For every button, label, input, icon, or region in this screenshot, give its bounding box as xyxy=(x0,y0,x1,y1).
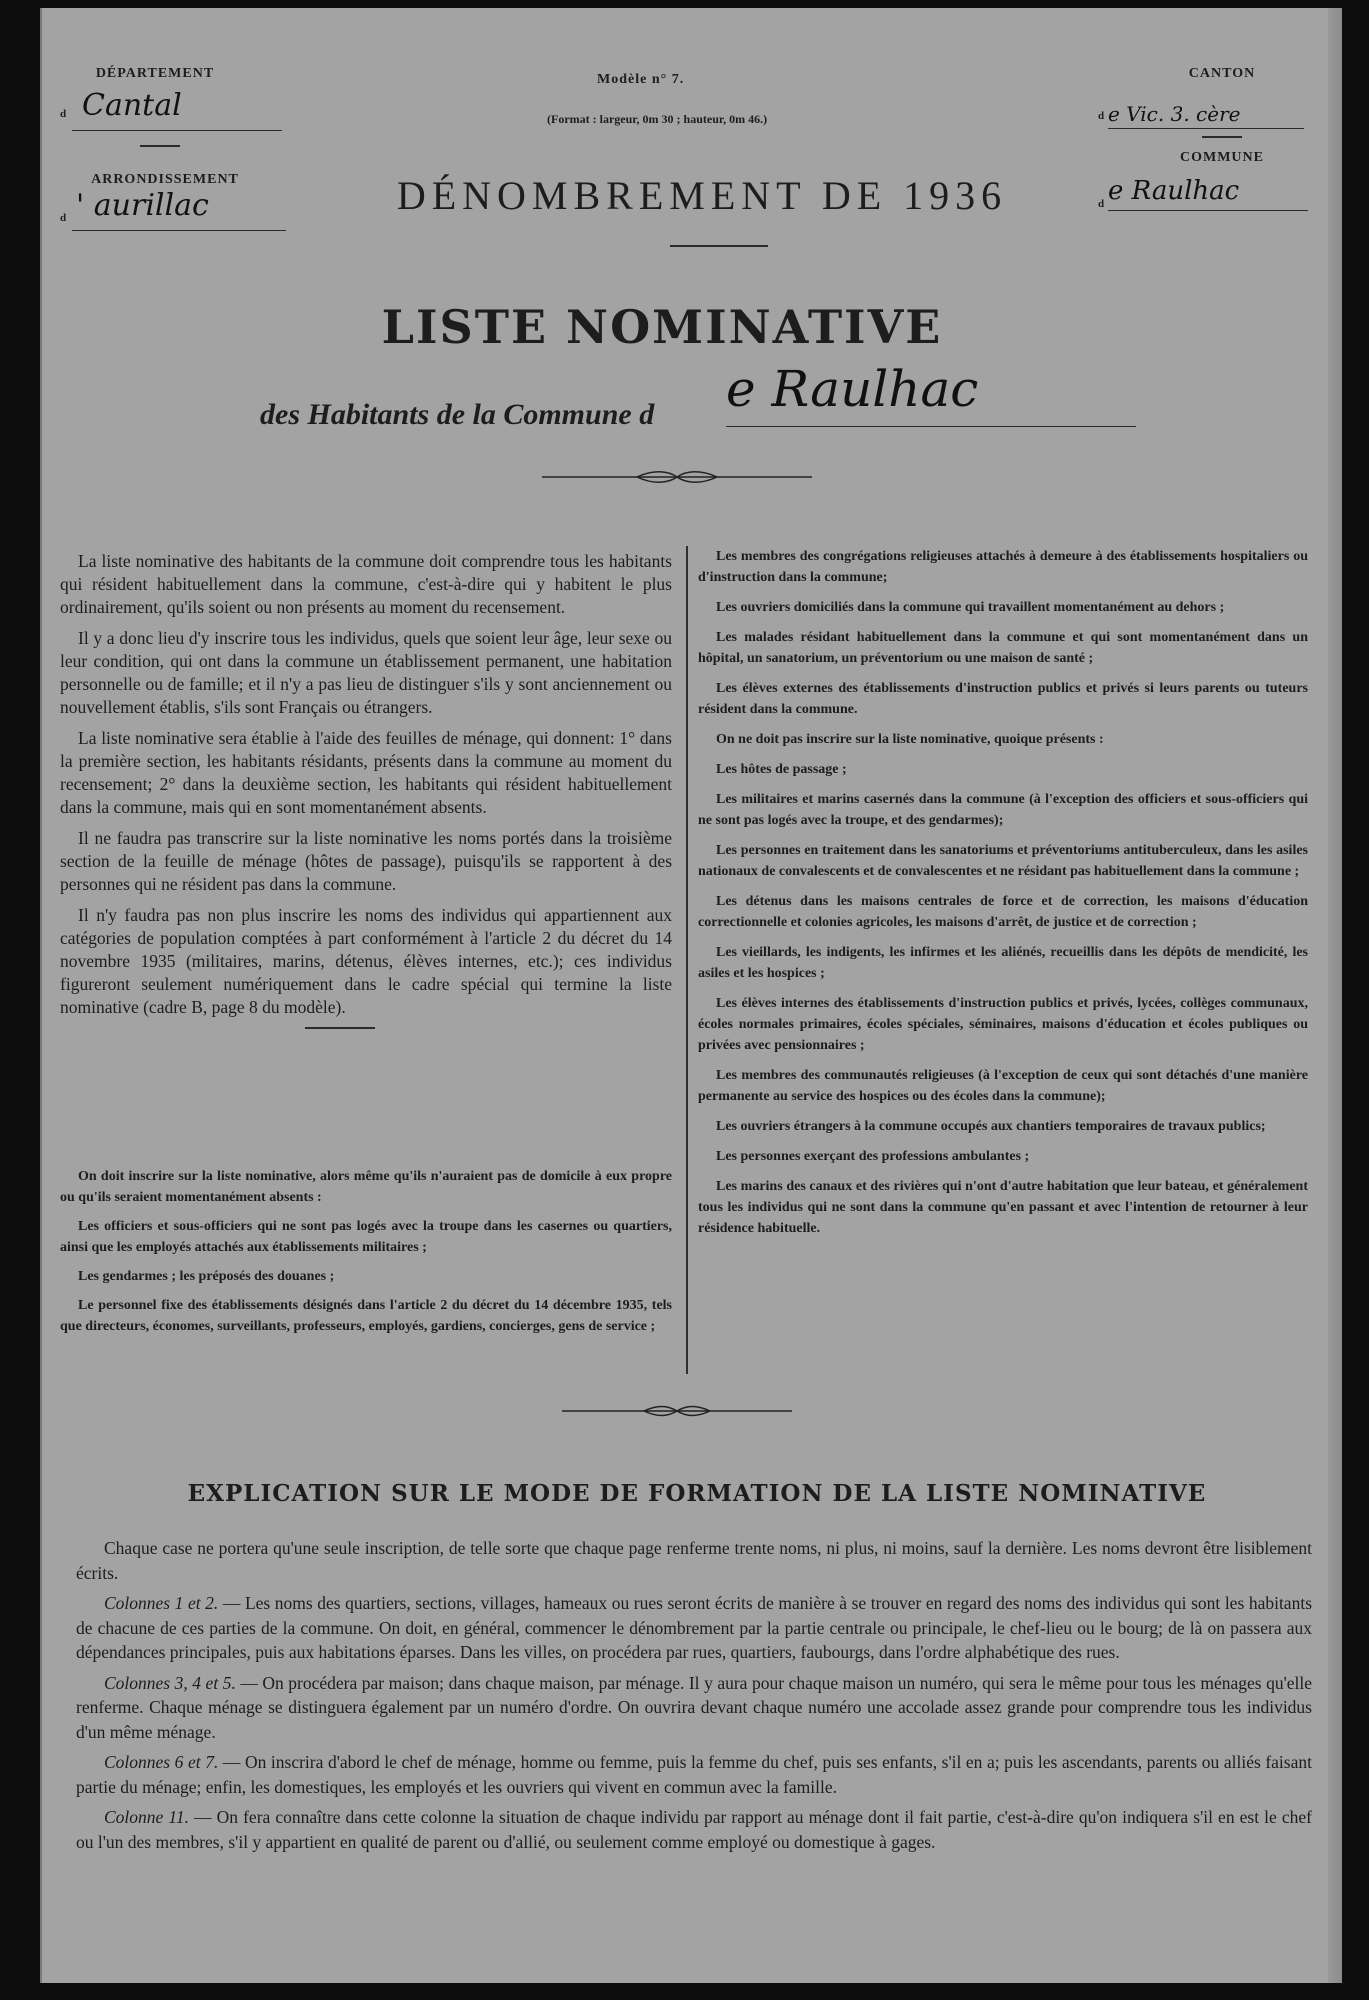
explication-label: Colonne 11. xyxy=(104,1807,189,1827)
explication-label: Colonnes 1 et 2. xyxy=(104,1593,219,1613)
left-column xyxy=(60,550,672,1029)
right-paragraph: Les hôtes de passage ; xyxy=(716,762,847,777)
explication-paragraph xyxy=(76,1750,1312,1799)
left-bold-paragraph: Les officiers et sous-officiers qui ne sont pas logés avec la troupe dans les casernes ou quartiers, ainsi que les employés attachés aux établissements militaires ; xyxy=(60,1219,672,1255)
left-column-bold xyxy=(60,1166,672,1345)
left-paragraph: La liste nominative sera établie à l'aide des feuilles de ménage, qui donnent: 1° dans la première section, les habitants résidants, présents dans la commune au moment du recensement; 2° dans la deuxième section, les habitants qui résident habituellement dans la commune, mais qui en sont momentanément absents. xyxy=(60,728,672,817)
explication-label: Colonnes 6 et 7. xyxy=(104,1752,219,1772)
right-paragraph-heading: On ne doit pas inscrire sur la liste nominative, quoique présents : xyxy=(716,732,1104,747)
right-paragraph: Les personnes exerçant des professions ambulantes ; xyxy=(716,1149,1030,1164)
explication-text: Chaque case ne portera qu'une seule inscription, de telle sorte que chaque page renferme trente noms, ni plus, ni moins, sauf la dernière. Les noms devront être lisiblement écrits. xyxy=(76,1538,1312,1583)
left-bold-paragraph: On doit inscrire sur la liste nominative, alors même qu'ils n'auraient pas de domicile à eux propre ou qu'ils seraient momentanément absents : xyxy=(60,1169,672,1205)
explication-body xyxy=(76,1536,1312,1860)
left-paragraph: Il ne faudra pas transcrire sur la liste nominative les noms portés dans la troisième section de la feuille de ménage (hôtes de passage), puisqu'ils se rapportent à des personnes qui ne résident pas dans la commune. xyxy=(60,828,672,894)
right-paragraph: Les malades résidant habituellement dans la commune et qui sont momentanément dans un hôpital, un sanatorium, un préventorium ou une maison de santé ; xyxy=(698,630,1308,666)
explication-text: — On inscrira d'abord le chef de ménage, homme ou femme, puis la femme du chef, puis ses enfants, s'il en a; puis les ascendants, parents ou alliés faisant partie du ménage; enfin, les domestiques, les employés et les ouvriers qui vivent en commun avec la famille. xyxy=(76,1752,1312,1797)
left-column-rule xyxy=(305,1027,375,1029)
commune-label: COMMUNE xyxy=(1180,150,1264,165)
left-bold-paragraph: Les gendarmes ; les préposés des douanes ; xyxy=(78,1269,335,1284)
explication-text: — On procédera par maison; dans chaque maison, par ménage. Il y aura pour chaque maison un numéro, qui sera le même pour tous les ménages qu'elle renferme. Chaque ménage se distinguera également par un numéro d'ordre. On ouvrira devant chaque numéro une accolade assez grande pour comprendre tous les individus d'un même ménage. xyxy=(76,1672,1312,1742)
explication-text: — On fera connaître dans cette colonne la situation de chaque individu par rapport au ménage dont il fait partie, c'est-à-dire qu'on indiquera s'il en est le chef ou l'un des membres, s'il y appartient en qualité de parent ou d'allié, ou seulement comme employé ou domestique à gages. xyxy=(76,1807,1312,1852)
departement-label: DÉPARTEMENT xyxy=(95,66,215,81)
commune-prefix: d xyxy=(1098,198,1105,210)
explication-paragraph xyxy=(76,1671,1312,1745)
census-page xyxy=(40,8,1342,1983)
explication-paragraph xyxy=(76,1805,1312,1854)
right-paragraph: Les ouvriers domiciliés dans la commune qui travaillent momentanément au dehors ; xyxy=(716,600,1225,615)
explication-paragraph xyxy=(76,1591,1312,1665)
right-paragraph: Les vieillards, les indigents, les infirmes et les aliénés, recueillis dans les dépôts de mendicité, les asiles et les hospices ; xyxy=(698,945,1308,981)
explication-title: EXPLICATION SUR LE MODE DE FORMATION DE LA LISTE NOMINATIVE xyxy=(187,1480,1207,1507)
arrondissement-handwritten: ' aurillac xyxy=(72,188,286,231)
liste-nominative-title: LISTE NOMINATIVE xyxy=(381,300,943,354)
right-paragraph: Les personnes en traitement dans les sanatoriums et préventoriums antituberculeux, dans les asiles nationaux de convalescents et de convalescentes et ne résidant pas habituellement dans la commune ; xyxy=(698,843,1308,879)
right-paragraph: Les militaires et marins casernés dans la commune (à l'exception des officiers et sous-officiers qui ne sont pas logés avec la troupe, et des gendarmes); xyxy=(698,792,1308,828)
commune-handwritten: e Raulhac xyxy=(1108,176,1308,211)
canton-handwritten: e Vic. 3. cère xyxy=(1108,102,1304,129)
commune-name-handwritten: e Raulhac xyxy=(726,360,1136,427)
left-bold-paragraph: Le personnel fixe des établissements désignés dans l'article 2 du décret du 14 décembre 1935, tels que directeurs, économes, surveillants, professeurs, employés, gardiens, concierges, gens de service ; xyxy=(60,1298,672,1334)
right-paragraph: Les détenus dans les maisons centrales de force et de correction, les maisons d'éducation correctionnelle et colonies agricoles, les maisons d'arrêt, de justice et de correction ; xyxy=(698,894,1308,930)
denombrement-title: DÉNOMBREMENT DE 1936 xyxy=(396,173,1008,218)
right-paragraph: Les marins des canaux et des rivières qui n'ont d'autre habitation que leur bateau, et généralement tous les individus qui ne sont dans la commune qu'en passant et avec l'intention de retourner à leur résidence habituelle. xyxy=(698,1179,1308,1236)
left-paragraph: Il n'y faudra pas non plus inscrire les noms des individus qui appartiennent aux catégories de population comptées à part conformément à l'article 2 du décret du 14 novembre 1935 (militaires, marins, détenus, élèves internes, etc.); ces individus figureront seulement numériquement dans le cadre spécial qui termine la liste nominative (cadre B, page 8 du modèle). xyxy=(60,905,672,1017)
explication-label: Colonnes 3, 4 et 5. xyxy=(104,1672,236,1693)
explication-paragraph xyxy=(76,1536,1312,1585)
left-paragraph: La liste nominative des habitants de la commune doit comprendre tous les habitants qui résident habituellement dans la commune, c'est-à-dire qui y habitent le plus ordinairement, qu'ils soient ou non présents au moment du recensement. xyxy=(60,551,672,617)
modele-number: Modèle n° 7. xyxy=(597,72,685,87)
title-rule xyxy=(670,245,768,247)
right-paragraph: Les élèves externes des établissements d'instruction publics et privés si leurs parents ou tuteurs résident dans la commune. xyxy=(698,681,1308,717)
right-paragraph: Les membres des communautés religieuses (à l'exception de ceux qui sont détachés d'une manière permanente au service des hospices ou des écoles dans la commune); xyxy=(698,1068,1308,1104)
canton-prefix: d xyxy=(1098,110,1105,122)
ornament-divider-2 xyxy=(562,1404,792,1418)
right-paragraph: Les élèves internes des établissements d'instruction publics et privés, lycées, collèges communaux, écoles normales primaires, écoles spéciales, séminaires, maisons d'éducation et écoles publiques ou privées avec pensionnaires ; xyxy=(698,996,1308,1053)
ornament-divider xyxy=(542,470,812,484)
column-divider xyxy=(686,546,688,1374)
departement-prefix: d xyxy=(60,108,67,120)
right-column xyxy=(698,546,1308,1248)
arrondissement-prefix: d xyxy=(60,212,67,224)
header-right-rule xyxy=(1202,136,1242,138)
canton-label: CANTON xyxy=(1188,66,1256,81)
left-paragraph: Il y a donc lieu d'y inscrire tous les individus, quels que soient leur âge, leur sexe ou leur condition, qui ont dans la commune un établissement permanent, une habitation personnelle ou de famille; et il n'y a pas lieu de distinguer s'ils y sont anciennement ou nouvellement établis, s'ils sont Français ou étrangers. xyxy=(60,628,672,717)
explication-text: — Les noms des quartiers, sections, villages, hameaux ou rues seront écrits de manière à se trouver en regard des noms des individus qui sont les habitants de chacune de ces parties de la commune. On doit, en général, commencer le dénombrement par la partie centrale ou principale, le chef-lieu ou le bourg; de là on passera aux dépendances principales, puis aux habitations éparses. Dans les villes, on procédera par rues, quartiers, faubourgs, dans l'ordre alphabétique des rues. xyxy=(76,1593,1312,1662)
arrondissement-label: ARRONDISSEMENT xyxy=(91,172,239,187)
departement-handwritten: Cantal xyxy=(72,88,282,131)
subtitle-text: des Habitants de la Commune d xyxy=(260,398,655,431)
right-paragraph: Les ouvriers étrangers à la commune occupés aux chantiers temporaires de travaux publics; xyxy=(716,1119,1266,1134)
header-left-rule xyxy=(140,145,180,147)
format-note: (Format : largeur, 0m 30 ; hauteur, 0m 46.) xyxy=(547,112,768,126)
right-paragraph: Les membres des congrégations religieuses attachés à demeure à des établissements hospitaliers ou d'instruction dans la commune; xyxy=(698,549,1308,585)
